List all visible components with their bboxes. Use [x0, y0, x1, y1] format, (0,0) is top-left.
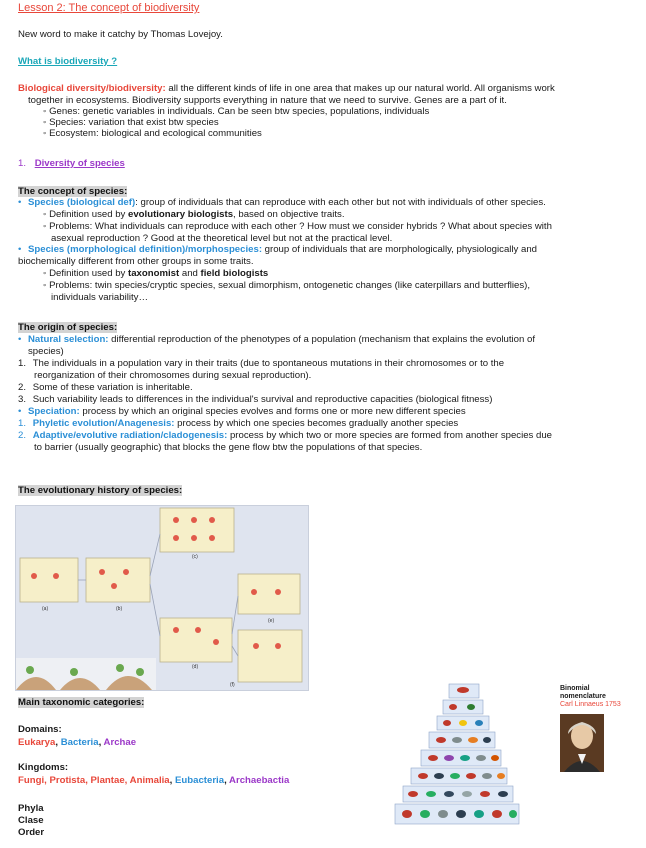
circle-bullet-icon: ◦: [43, 209, 50, 220]
bio-sub1-a: Definition used by: [49, 209, 129, 220]
bio-term: Species (biological def): [28, 197, 136, 208]
morph-sub1-c: and: [179, 268, 201, 279]
binomial-line2: nomenclature: [560, 693, 606, 700]
section-number: 1.: [18, 158, 27, 169]
morph-text: group of individuals that are morphologically, physiologically and: [262, 244, 538, 255]
bio-sub1: [43, 209, 345, 220]
dot-bullet-icon: •: [18, 334, 22, 345]
domains-list: Eukarya, Bacteria, Archae: [18, 737, 137, 748]
definition-item-species: [43, 117, 219, 128]
circle-bullet-icon: ◦: [43, 268, 50, 279]
figure-label-d: (d): [192, 664, 199, 670]
figure-label-a: (a): [42, 606, 49, 612]
morph-sub1-b: taxonomist: [128, 268, 180, 279]
species-bio-def: [18, 197, 546, 208]
figure-label-b: (b): [116, 606, 123, 612]
panel-c-box: [160, 508, 234, 552]
binomial-line1: Binomial: [560, 685, 590, 692]
definition-item-text: Ecosystem: biological and ecological communities: [49, 128, 262, 139]
panel-e-box: [238, 574, 300, 614]
domains-label: Domains:: [18, 724, 62, 735]
intro-text: New word to make it catchy by Thomas Lovejoy.: [18, 29, 223, 40]
origin-item-1: [18, 358, 504, 369]
ns-text2: species): [28, 346, 64, 357]
bio-sub2-line2: asexual reproduction ? Good at the theoretical level but not at the practical level.: [51, 233, 393, 244]
kingdoms-label: Kingdoms:: [18, 762, 69, 773]
circle-bullet-icon: ◦: [43, 280, 50, 291]
what-is-biodiversity-link[interactable]: What is biodiversity ?: [18, 56, 118, 67]
evolution-diagram-svg: [16, 506, 308, 690]
kingdom-animalia: Animalia: [129, 775, 170, 786]
bio-sub1-b: evolutionary biologists: [128, 209, 234, 220]
kingdom-plantae: Plantae: [90, 775, 125, 786]
linnaeus-portrait: [560, 714, 604, 772]
morph-sub2-line2: individuals variability…: [51, 292, 149, 303]
pyramid-steps: [395, 684, 519, 824]
biodiversity-definition-line2: together in ecosystems. Biodiversity supports everything in nature that we need to survive. Genes are a part of it.: [28, 95, 507, 106]
item-text: Some of these variation is inheritable.: [32, 382, 193, 393]
origin-item-1-line2: reorganization of their chromosomes during sexual reproduction).: [34, 370, 312, 381]
morph-sub1-d: field biologists: [200, 268, 269, 279]
kingdom-eubacteria: Eubacteria: [175, 775, 225, 786]
definition-text1: all the different kinds of life in one area that makes up our natural world. All organisms work: [165, 83, 555, 94]
natural-selection: [18, 334, 535, 345]
item-number: 1.: [18, 358, 27, 369]
phyla-label: Phyla: [18, 803, 44, 814]
origin-heading-text: The origin of species:: [18, 322, 118, 333]
item-number: 2.: [18, 382, 27, 393]
domain-eukarya: Eukarya: [18, 737, 56, 748]
sp-text: process by which an original species evolves and forms one or more new different species: [79, 406, 466, 417]
panel-f-box: [238, 630, 302, 682]
taxo-heading: [18, 697, 144, 708]
order-label: Order: [18, 827, 45, 838]
ns-text: differential reproduction of the phenotypes of a population (mechanism that explains the evolution of: [108, 334, 536, 345]
species-morph-def: [18, 244, 537, 255]
portrait-svg: [560, 714, 604, 772]
concept-heading: [18, 186, 127, 197]
domain-bacteria: Bacteria: [60, 737, 99, 748]
kingdoms-list: Fungi, Protista, Plantae, Animalia, Eubacteria, Archaebactia: [18, 775, 290, 786]
evo-heading-text: The evolutionary history of species:: [18, 485, 183, 496]
item-text: Such variability leads to differences in the individual's survival and reproductive capacities (biological fitness): [32, 394, 493, 405]
lesson-title[interactable]: Lesson 2: The concept of biodiversity: [18, 2, 200, 14]
morph-sub1-a: Definition used by: [49, 268, 129, 279]
definition-item-ecosystem: [43, 128, 262, 139]
p2-term: Adaptive/evolutive radiation/cladogenesis:: [32, 430, 228, 441]
section-diversity-of-species: [18, 158, 125, 169]
dot-bullet-icon: •: [18, 197, 22, 208]
origin-heading: [18, 322, 117, 333]
panel-d-box: [160, 618, 232, 662]
section-link[interactable]: Diversity of species: [34, 158, 125, 169]
morph-sub2-line1: Problems: twin species/cryptic species, sexual dimorphism, ontogenetic changes (like caterpillars and butterflies),: [49, 280, 531, 291]
ns-term: Natural selection:: [28, 334, 109, 345]
panel-a-box: [20, 558, 78, 602]
circle-bullet-icon: ◦: [43, 106, 50, 117]
morph-sub1: [43, 268, 268, 279]
evolution-diagram: [15, 505, 309, 691]
figure-label-c: (c): [192, 554, 198, 560]
item-number: 2.: [18, 430, 27, 441]
binomial-caption: [560, 685, 621, 709]
bio-text: : group of individuals that can reproduce with each other but not with individuals of other species.: [135, 197, 546, 208]
item-text: The individuals in a population vary in their traits (due to spontaneous mutations in their chromosomes or to the: [32, 358, 505, 369]
kingdom-archaebactia: Archaebactia: [229, 775, 290, 786]
domain-archae: Archae: [103, 737, 137, 748]
item-number: 1.: [18, 418, 27, 429]
origin-item-3: [18, 394, 492, 405]
evo-heading: [18, 485, 182, 496]
dot-bullet-icon: •: [18, 406, 22, 417]
circle-bullet-icon: ◦: [43, 117, 50, 128]
biodiversity-definition-line1: [18, 83, 555, 94]
taxo-heading-text: Main taxonomic categories:: [18, 697, 145, 708]
p1-text: process by which one species becomes gradually another species: [174, 418, 459, 429]
item-number: 3.: [18, 394, 27, 405]
morph-sub2: [43, 280, 530, 291]
kingdom-fungi: Fungi: [18, 775, 45, 786]
concept-heading-text: The concept of species:: [18, 186, 128, 197]
speciation-item-2-line2: to barrier (usually geographic) that blocks the gene flow btw the populations of that species.: [34, 442, 423, 453]
panel-b-box: [86, 558, 150, 602]
binomial-line3: Carl Linnaeus 1753: [560, 701, 621, 708]
dot-bullet-icon: •: [18, 244, 22, 255]
morph-term: Species (morphological definition)/morphospecies:: [28, 244, 263, 255]
definition-item-text: Genes: genetic variables in individuals. Can be seen btw species, populations, individuals: [49, 106, 430, 117]
p2-text: process by which two or more species are formed from another species due: [227, 430, 553, 441]
circle-bullet-icon: ◦: [43, 128, 50, 139]
kingdom-protista: Protista: [49, 775, 86, 786]
circle-bullet-icon: ◦: [43, 221, 50, 232]
speciation: [18, 406, 466, 417]
taxonomy-pyramid-svg: [393, 680, 553, 828]
figure-label-f: (f): [230, 682, 235, 688]
morph-text2: biochemically different from other groups in some traits.: [18, 256, 254, 267]
bio-sub1-c: , based on objective traits.: [233, 209, 345, 220]
biodiversity-term: Biological diversity/biodiversity:: [18, 83, 166, 94]
definition-item-text: Species: variation that exist btw species: [49, 117, 219, 128]
sp-term: Speciation:: [28, 406, 80, 417]
bio-sub2-line1: Problems: What individuals can reproduce with each other ? How must we consider hybrids ? What about species with: [49, 221, 552, 232]
speciation-item-2: [18, 430, 552, 441]
taxonomy-pyramid: [393, 680, 553, 828]
p1-term: Phyletic evolution/Anagenesis:: [32, 418, 175, 429]
origin-item-2: [18, 382, 193, 393]
speciation-item-1: [18, 418, 458, 429]
bio-sub2: [43, 221, 552, 232]
figure-label-e: (e): [268, 618, 275, 624]
definition-item-genes: [43, 106, 429, 117]
clase-label: Clase: [18, 815, 44, 826]
